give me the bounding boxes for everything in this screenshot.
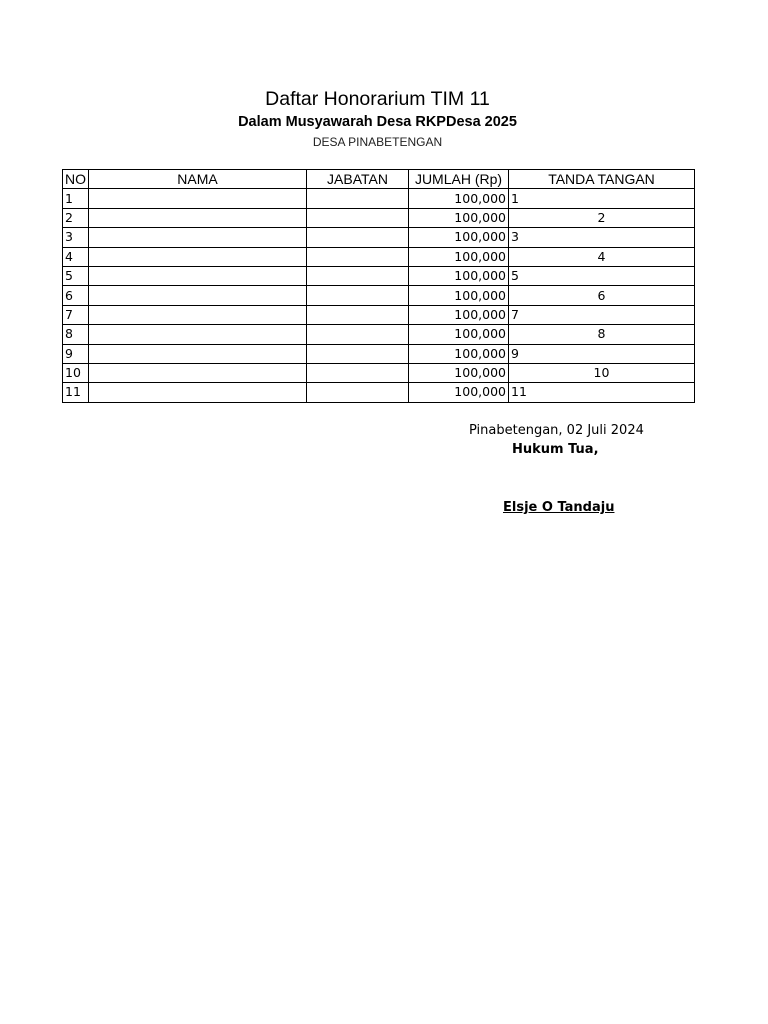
cell-no: 11 xyxy=(63,383,89,402)
cell-jumlah: 100,000 xyxy=(409,305,509,324)
cell-tanda-tangan: 6 xyxy=(509,286,695,305)
table-body xyxy=(63,189,695,402)
column-header-tanda-tangan: TANDA TANGAN xyxy=(509,170,695,189)
cell-tanda-tangan: 7 xyxy=(509,305,695,324)
cell-tanda-tangan: 9 xyxy=(509,344,695,363)
cell-nama xyxy=(89,228,307,247)
village-name: DESA PINABETENGAN xyxy=(312,135,443,149)
cell-jabatan xyxy=(307,228,409,247)
cell-jabatan xyxy=(307,363,409,382)
column-header-jumlah: JUMLAH (Rp) xyxy=(409,170,509,189)
table-row xyxy=(63,363,695,382)
cell-tanda-tangan: 4 xyxy=(509,247,695,266)
cell-no: 3 xyxy=(63,228,89,247)
cell-jabatan xyxy=(307,286,409,305)
table-row xyxy=(63,344,695,363)
table-row xyxy=(63,383,695,402)
signer-role: Hukum Tua, xyxy=(512,442,599,457)
cell-no: 1 xyxy=(63,189,89,208)
cell-nama xyxy=(89,363,307,382)
cell-jumlah: 100,000 xyxy=(409,189,509,208)
cell-jabatan xyxy=(307,208,409,227)
place-date: Pinabetengan, 02 Juli 2024 xyxy=(469,423,644,438)
cell-no: 9 xyxy=(63,344,89,363)
cell-nama xyxy=(89,325,307,344)
cell-nama xyxy=(89,266,307,285)
cell-tanda-tangan: 11 xyxy=(509,383,695,402)
cell-no: 4 xyxy=(63,247,89,266)
cell-no: 7 xyxy=(63,305,89,324)
cell-tanda-tangan: 5 xyxy=(509,266,695,285)
table-row xyxy=(63,189,695,208)
cell-nama xyxy=(89,247,307,266)
cell-jabatan xyxy=(307,383,409,402)
cell-jabatan xyxy=(307,344,409,363)
cell-jumlah: 100,000 xyxy=(409,266,509,285)
signer-name: Elsje O Tandaju xyxy=(503,500,615,515)
cell-no: 10 xyxy=(63,363,89,382)
table-row xyxy=(63,228,695,247)
cell-jabatan xyxy=(307,266,409,285)
table-row xyxy=(63,266,695,285)
table-row xyxy=(63,286,695,305)
cell-no: 6 xyxy=(63,286,89,305)
cell-jabatan xyxy=(307,325,409,344)
cell-jabatan xyxy=(307,247,409,266)
table-header-row xyxy=(63,170,695,189)
cell-nama xyxy=(89,383,307,402)
column-header-no: NO xyxy=(63,170,89,189)
table-row xyxy=(63,325,695,344)
cell-jumlah: 100,000 xyxy=(409,325,509,344)
cell-jumlah: 100,000 xyxy=(409,247,509,266)
cell-nama xyxy=(89,208,307,227)
cell-jumlah: 100,000 xyxy=(409,228,509,247)
column-header-nama: NAMA xyxy=(89,170,307,189)
document-title: Daftar Honorarium TIM 11 xyxy=(265,88,490,110)
table-row xyxy=(63,305,695,324)
document-subtitle: Dalam Musyawarah Desa RKPDesa 2025 xyxy=(238,114,517,130)
cell-jumlah: 100,000 xyxy=(409,344,509,363)
honorarium-table xyxy=(62,169,695,403)
column-header-jabatan: JABATAN xyxy=(307,170,409,189)
cell-jabatan xyxy=(307,305,409,324)
cell-tanda-tangan: 8 xyxy=(509,325,695,344)
cell-jumlah: 100,000 xyxy=(409,383,509,402)
cell-tanda-tangan: 2 xyxy=(509,208,695,227)
cell-jumlah: 100,000 xyxy=(409,286,509,305)
table-row xyxy=(63,208,695,227)
cell-tanda-tangan: 3 xyxy=(509,228,695,247)
cell-tanda-tangan: 1 xyxy=(509,189,695,208)
cell-nama xyxy=(89,305,307,324)
cell-no: 5 xyxy=(63,266,89,285)
cell-jumlah: 100,000 xyxy=(409,208,509,227)
cell-no: 8 xyxy=(63,325,89,344)
cell-jabatan xyxy=(307,189,409,208)
cell-nama xyxy=(89,344,307,363)
cell-nama xyxy=(89,189,307,208)
table-row xyxy=(63,247,695,266)
cell-tanda-tangan: 10 xyxy=(509,363,695,382)
cell-nama xyxy=(89,286,307,305)
cell-jumlah: 100,000 xyxy=(409,363,509,382)
cell-no: 2 xyxy=(63,208,89,227)
